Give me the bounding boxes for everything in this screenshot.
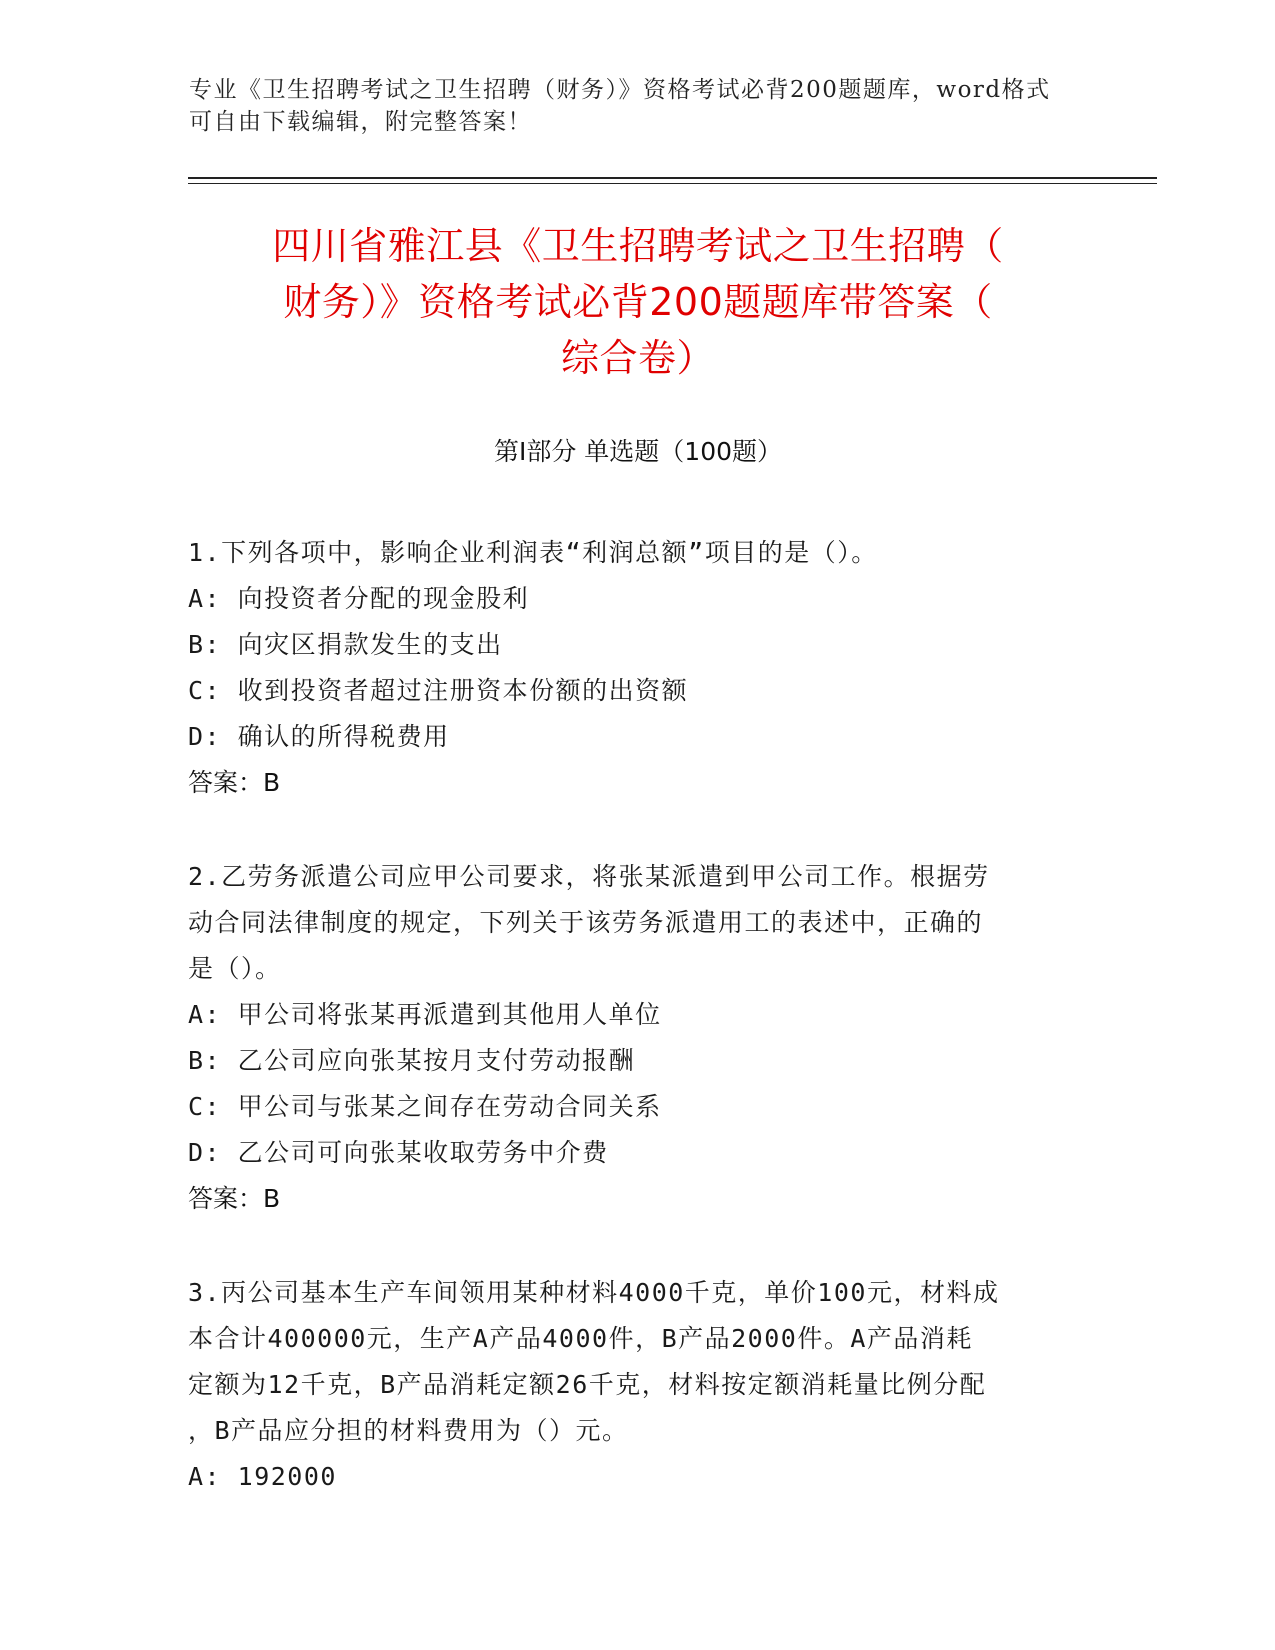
question-stem-line: 定额为12千克，B产品消耗定额26千克，材料按定额消耗量比例分配 xyxy=(188,1370,987,1399)
header-note-line: 专业《卫生招聘考试之卫生招聘（财务）》资格考试必背200题题库，word格式 xyxy=(189,77,1051,103)
question-option: A: 192000 xyxy=(188,1462,337,1491)
question-option: A: 向投资者分配的现金股利 xyxy=(188,584,530,613)
question-list xyxy=(188,530,1088,1548)
document-title-line: 财务）》资格考试必背200题题库带答案（ xyxy=(283,280,993,324)
question-stem-line: 动合同法律制度的规定，下列关于该劳务派遣用工的表述中，正确的 xyxy=(188,908,984,937)
header-note-line: 可自由下载编辑，附完整答案！ xyxy=(189,109,532,135)
section-title: 第Ⅰ部分 单选题（100题） xyxy=(493,437,783,466)
document-title xyxy=(188,218,1088,386)
question-item xyxy=(188,854,1088,1222)
header-divider-thick xyxy=(188,177,1157,179)
question-stem-line: 是（）。 xyxy=(188,954,282,983)
question-option: A: 甲公司将张某再派遣到其他用人单位 xyxy=(188,1000,662,1029)
question-option: B: 乙公司应向张某按月支付劳动报酬 xyxy=(188,1046,636,1075)
question-stem-line: 3.丙公司基本生产车间领用某种材料4000千克，单价100元，材料成 xyxy=(188,1278,1000,1307)
header-note xyxy=(189,74,1089,138)
question-stem-line: 本合计400000元，生产A产品4000件，B产品2000件。A产品消耗 xyxy=(188,1324,973,1353)
question-item xyxy=(188,1270,1088,1500)
question-answer: 答案：B xyxy=(188,768,281,797)
question-option: C: 收到投资者超过注册资本份额的出资额 xyxy=(188,676,689,705)
header-divider-thin xyxy=(188,183,1157,184)
document-title-line: 四川省雅江县《卫生招聘考试之卫生招聘（ xyxy=(272,224,1004,268)
question-stem-line: ，B产品应分担的材料费用为（）元。 xyxy=(188,1416,629,1445)
question-option: B: 向灾区捐款发生的支出 xyxy=(188,630,503,659)
question-option: D: 乙公司可向张某收取劳务中介费 xyxy=(188,1138,609,1167)
question-stem-line: 2.乙劳务派遣公司应甲公司要求，将张某派遣到甲公司工作。根据劳 xyxy=(188,862,990,891)
question-option: C: 甲公司与张某之间存在劳动合同关系 xyxy=(188,1092,662,1121)
question-item xyxy=(188,530,1088,806)
question-answer: 答案：B xyxy=(188,1184,281,1213)
question-stem-line: 1.下列各项中，影响企业利润表“利润总额”项目的是（）。 xyxy=(188,538,878,567)
document-title-line: 综合卷） xyxy=(560,336,715,380)
question-option: D: 确认的所得税费用 xyxy=(188,722,450,751)
